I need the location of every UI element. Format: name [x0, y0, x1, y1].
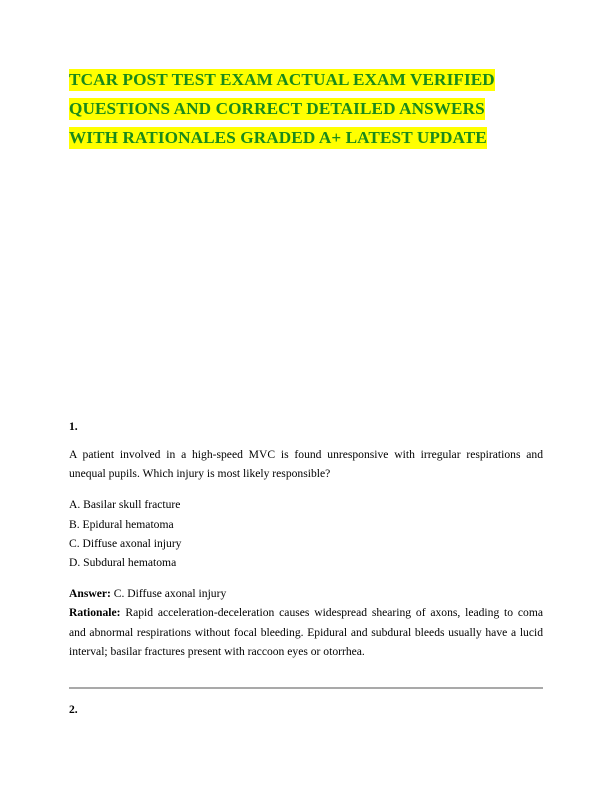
- answer-option-c: C. Diffuse axonal injury: [69, 536, 182, 550]
- title-line-1-text: TCAR POST TEST EXAM ACTUAL EXAM VERIFIED: [69, 70, 495, 89]
- question-block: [69, 418, 543, 661]
- answer-option-b: B. Epidural hematoma: [69, 517, 174, 531]
- answer-option-a: A. Basilar skull fracture: [69, 498, 181, 512]
- title-line-3-text: WITH RATIONALES GRADED A+ LATEST UPDATE: [69, 127, 487, 147]
- next-question-number: 2.: [69, 703, 78, 716]
- title-line-1: [69, 66, 539, 95]
- answer-option-d: D. Subdural hematoma: [69, 556, 177, 570]
- answer-line: [69, 584, 543, 603]
- rationale-text: Rapid acceleration-deceleration causes widespread shearing of axons, leading to coma and abnormal respirations without focal bleeding. Epidural and subdural bleeds usually have a lucid interval; basilar fractures present with raccoon eyes or otorrhea.: [69, 606, 543, 658]
- answer-options-list: [69, 495, 543, 572]
- answer-label: Answer:: [69, 587, 111, 601]
- title-line-2: [69, 95, 539, 124]
- answer-value: C. Diffuse axonal injury: [113, 587, 227, 601]
- rationale-label: Rationale:: [69, 606, 121, 620]
- title-line-2-text: QUESTIONS AND CORRECT DETAILED ANSWERS: [69, 98, 485, 118]
- question-number: 1.: [69, 420, 78, 433]
- question-stem: A patient involved in a high-speed MVC is found unresponsive with irregular respirations and unequal pupils. Which injury is most likely responsible?: [69, 448, 543, 481]
- title-line-3: [69, 124, 539, 153]
- rationale-line: [69, 603, 543, 661]
- document-title: [69, 66, 539, 152]
- section-divider: [69, 687, 543, 689]
